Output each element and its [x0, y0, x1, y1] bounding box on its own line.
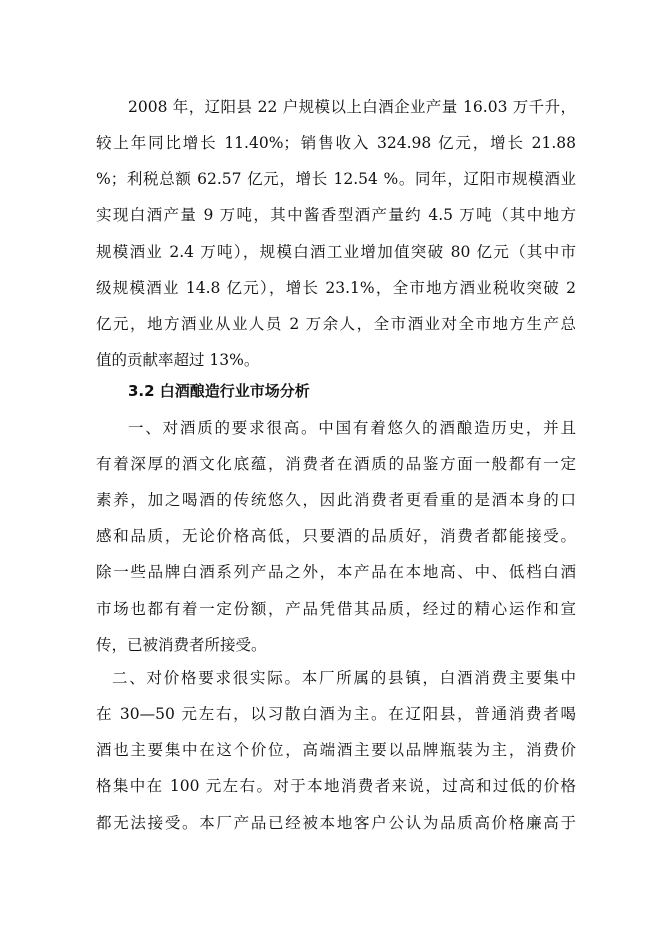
- text-line: 市场也都有着一定份额，产品凭借其品质，经过的精心运作和宣: [96, 600, 576, 618]
- text-line: 级规模酒业 14.8 亿元），增长 23.1%，全市地方酒业税收突破 2: [96, 279, 576, 297]
- text-line: 格集中在 100 元左右。对于本地消费者来说，过高和过低的价格: [96, 777, 576, 795]
- text-line: 2008 年，辽阳县 22 户规模以上白酒企业产量 16.03 万千升，: [128, 98, 576, 116]
- text-line: 规模酒业 2.4 万吨），规模白酒工业增加值突破 80 亿元（其中市: [96, 243, 576, 261]
- text-line: 素养，加之喝酒的传统悠久，因此消费者更看重的是酒本身的口: [96, 491, 576, 509]
- section-heading: 3.2 白酒酿造行业市场分析: [128, 382, 310, 400]
- text-line: 较上年同比增长 11.40%；销售收入 324.98 亿元，增长 21.88: [96, 134, 576, 152]
- text-line: 实现白酒产量 9 万吨，其中酱香型酒产量约 4.5 万吨（其中地方: [96, 206, 576, 224]
- text-line: 除一些品牌白酒系列产品之外，本产品在本地高、中、低档白酒: [96, 563, 576, 581]
- text-line: 酒也主要集中在这个价位，高端酒主要以品牌瓶装为主，消费价: [96, 741, 576, 759]
- text-line: 在 30—50 元左右，以习散白酒为主。在辽阳县，普通消费者喝: [96, 705, 576, 723]
- text-line: 亿元，地方酒业从业人员 2 万余人，全市酒业对全市地方生产总: [96, 315, 576, 333]
- text-line: 值的贡献率超过 13%。: [96, 351, 260, 369]
- text-line: 传，已被消费者所接受。: [96, 636, 267, 654]
- text-line: 有着深厚的酒文化底蕴，消费者在酒质的品鉴方面一般都有一定: [96, 455, 576, 473]
- text-line: 都无法接受。本厂产品已经被本地客户公认为品质高价格廉高于: [96, 814, 576, 832]
- text-line: 一、对酒质的要求很高。中国有着悠久的酒酿造历史，并且: [128, 419, 576, 437]
- text-line: 感和品质，无论价格高低，只要酒的品质好，消费者都能接受。: [96, 527, 576, 545]
- text-line: 二、对价格要求很实际。本厂所属的县镇，白酒消费主要集中: [112, 669, 576, 687]
- text-line: %；利税总额 62.57 亿元，增长 12.54 %。同年，辽阳市规模酒业: [96, 170, 576, 188]
